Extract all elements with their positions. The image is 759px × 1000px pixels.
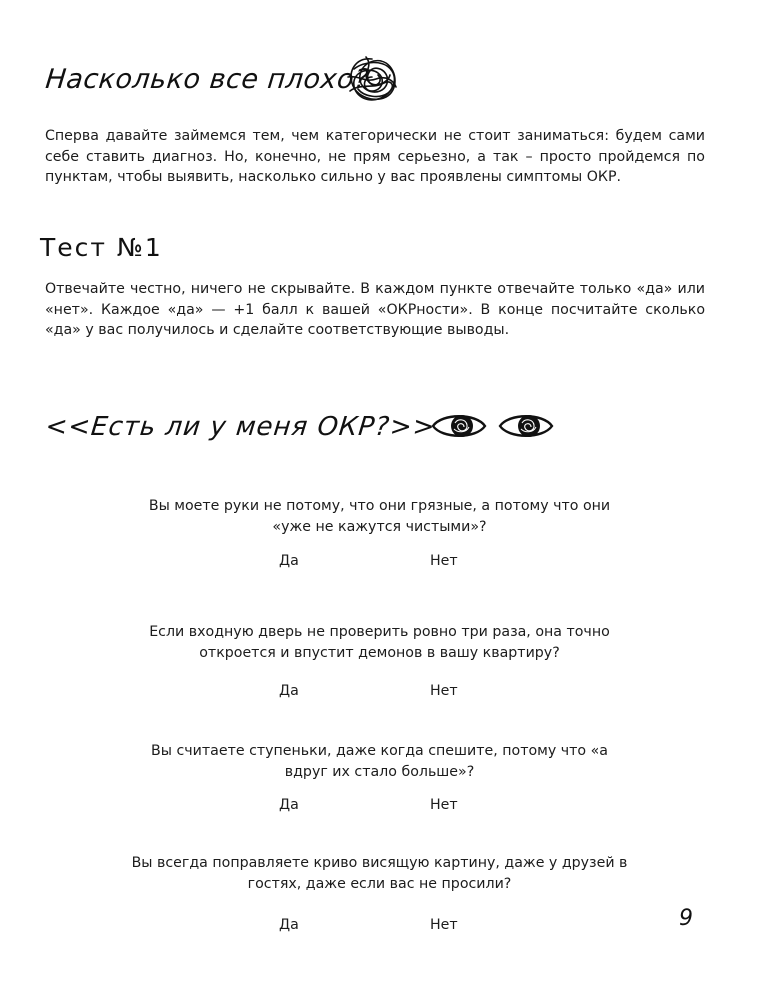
section-title: Насколько все плохо? [44, 64, 371, 95]
intro-paragraph: Сперва давайте займемся тем, чем категорически не стоит заниматься: будем сами себе ставить диагноз. Но, конечно, не прям серьезно, а так – просто пройдемся по пунктам, чтобы выявить, насколько сильно у вас проявлены симптомы ОКР. [45, 128, 705, 185]
answer-no-3[interactable]: Нет [430, 797, 458, 813]
scribble-icon [344, 53, 402, 107]
question-1: Вы моете руки не потому, что они грязные, а потому что они «уже не кажутся чистыми»? [148, 498, 611, 535]
question-4: Вы всегда поправляете криво висящую картину, даже у друзей в гостях, даже если вас не просили? [131, 855, 628, 892]
answer-yes-4[interactable]: Да [279, 917, 299, 933]
answer-no-4[interactable]: Нет [430, 917, 458, 933]
eye-icon [497, 409, 555, 443]
answer-no-1[interactable]: Нет [430, 553, 458, 569]
instructions-paragraph: Отвечайте честно, ничего не скрывайте. В каждом пункте отвечайте только «да» или «нет». Каждое «да» — +1 балл к вашей «ОКРности». В конце посчитайте сколько «да» у вас получилось и сделайте соответствующие выводы. [45, 281, 705, 338]
answer-yes-3[interactable]: Да [279, 797, 299, 813]
answer-yes-1[interactable]: Да [279, 553, 299, 569]
answer-no-2[interactable]: Нет [430, 683, 458, 699]
question-2: Если входную дверь не проверить ровно три раза, она точно откроется и впустит демонов в вашу квартиру? [149, 624, 610, 661]
test-title: Тест №1 [40, 233, 163, 262]
question-3: Вы считаете ступеньки, даже когда спешите, потому что «а вдруг их стало больше»? [151, 743, 608, 780]
eye-icon [430, 409, 488, 443]
page-number: 9 [679, 906, 693, 931]
answer-yes-2[interactable]: Да [279, 683, 299, 699]
quiz-title: <<Есть ли у меня ОКР?>> [44, 412, 438, 442]
